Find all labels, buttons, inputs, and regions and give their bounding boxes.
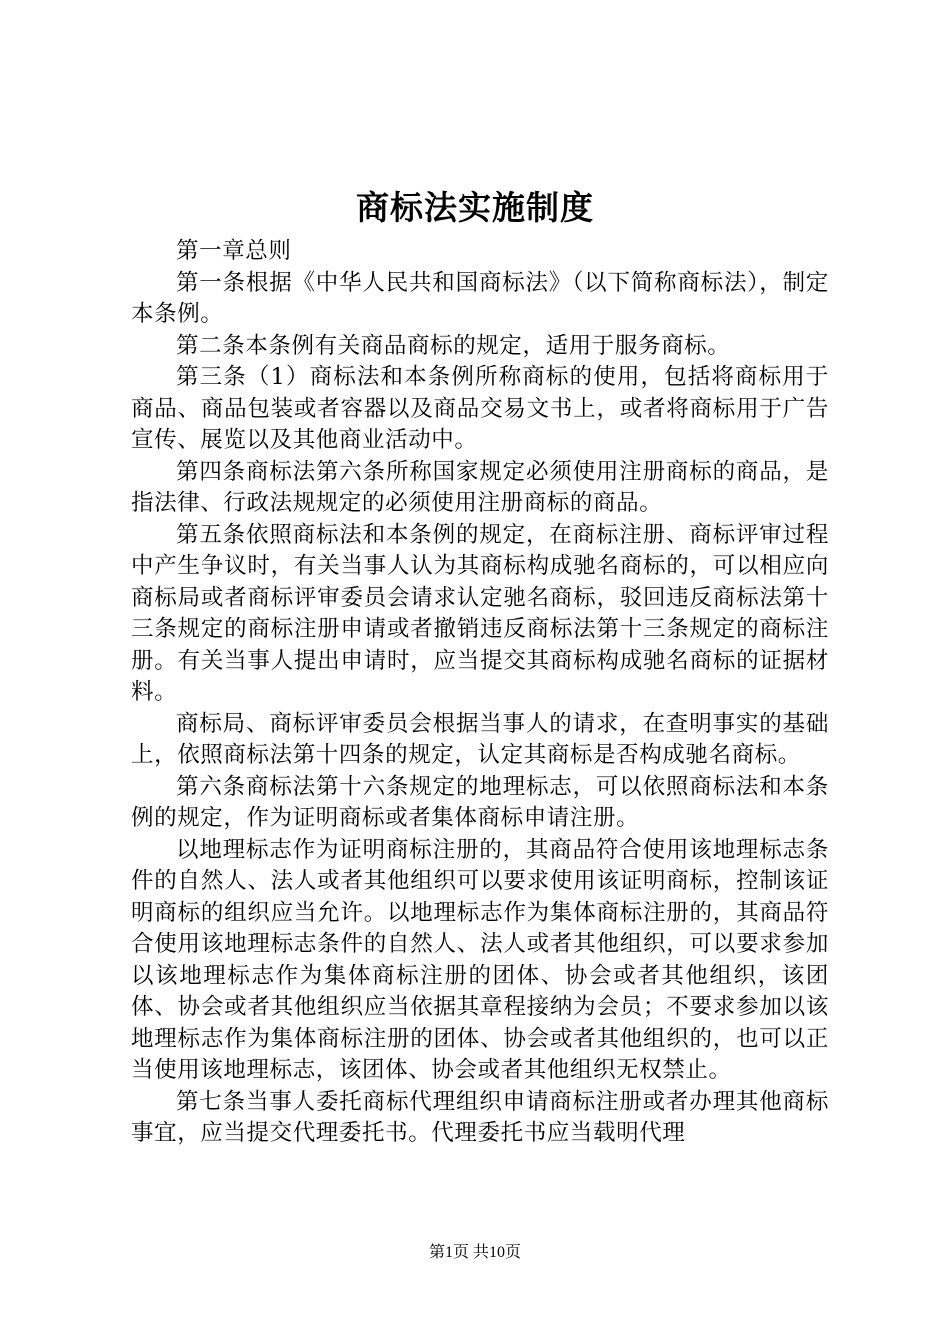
- article-paragraph: 第四条商标法第六条所称国家规定必须使用注册商标的商品，是指法律、行政法规规定的必须使用注册商标的商品。: [131, 458, 829, 516]
- article-paragraph: 第一条根据《中华人民共和国商标法》（以下简称商标法），制定本条例。: [131, 269, 829, 327]
- article-paragraph: 第三条（1）商标法和本条例所称商标的使用，包括将商标用于商品、商品包装或者容器以及商品交易文书上，或者将商标用于广告宣传、展览以及其他商业活动中。: [131, 364, 829, 453]
- article-paragraph: 第七条当事人委托商标代理组织申请商标注册或者办理其他商标事宜，应当提交代理委托书。代理委托书应当载明代理: [131, 1088, 829, 1146]
- article-paragraph: 商标局、商标评审委员会根据当事人的请求，在查明事实的基础上，依照商标法第十四条的规定，认定其商标是否构成驰名商标。: [131, 710, 829, 768]
- page-number-footer: 第1页 共10页: [428, 1244, 521, 1261]
- document-title: 商标法实施制度: [356, 188, 594, 227]
- article-paragraph: 以地理标志作为证明商标注册的，其商品符合使用该地理标志条件的自然人、法人或者其他组织可以要求使用该证明商标，控制该证明商标的组织应当允许。以地理标志作为集体商标注册的，其商品符合使用该地理标志条件的自然人、法人或者其他组织，可以要求参加以该地理标志作为集体商标注册的团体、协会或者其他组织，该团体、协会或者其他组织应当依据其章程接纳为会员；不要求参加以该地理标志作为集体商标注册的团体、协会或者其他组织的，也可以正当使用该地理标志，该团体、协会或者其他组织无权禁止。: [131, 836, 829, 1083]
- article-paragraph: 第六条商标法第十六条规定的地理标志，可以依照商标法和本条例的规定，作为证明商标或者集体商标申请注册。: [131, 773, 829, 831]
- chapter-heading: 第一章总则: [176, 238, 292, 264]
- document-body: [131, 236, 829, 1150]
- article-paragraph: 第二条本条例有关商品商标的规定，适用于服务商标。: [176, 332, 731, 359]
- article-paragraph: 第五条依照商标法和本条例的规定，在商标注册、商标评审过程中产生争议时，有关当事人认为其商标构成驰名商标的，可以相应向商标局或者商标评审委员会请求认定驰名商标，驳回违反商标法第十三条规定的商标注册申请或者撤销违反商标法第十三条规定的商标注册。有关当事人提出申请时，应当提交其商标构成驰名商标的证据材料。: [131, 521, 829, 705]
